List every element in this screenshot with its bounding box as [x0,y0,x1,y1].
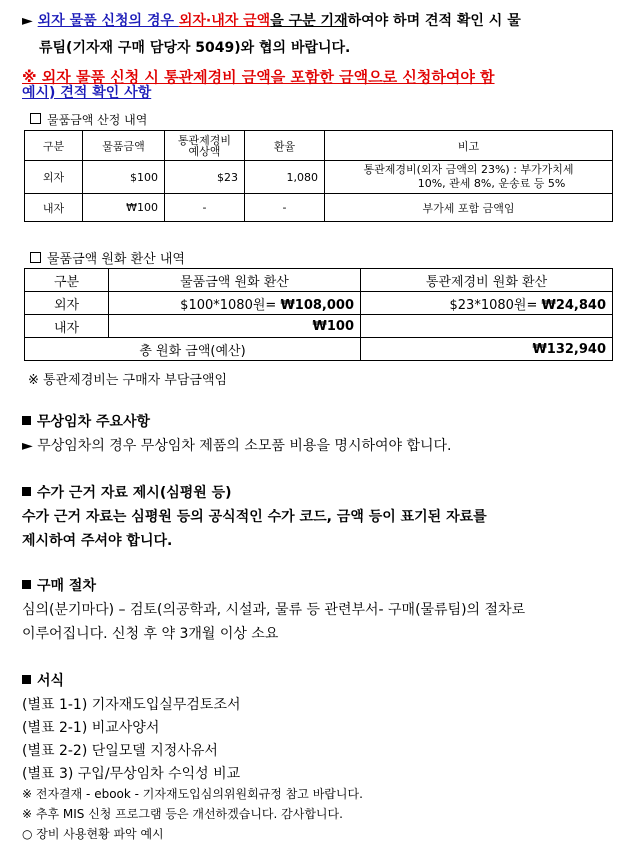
section-title-price-basis: 수가 근거 자료 제시(심평원 등) [22,482,232,502]
section-title-free-lease: 무상임차 주요사항 [22,411,150,431]
free-lease-body: ► 무상임차의 경우 무상임차 제품의 소모품 비용을 명시하여야 합니다. [22,438,452,454]
table-cell-note: 통관제경비(외자 금액의 23%) : 부가가치세 10%, 관세 8%, 운송료 등 5% [325,161,613,194]
table2-caption: 물품금액 원화 환산 내역 [30,248,185,267]
table-cell: 내자 [25,194,83,222]
table-row [25,161,613,194]
table-header: 통관제경비 예상액 [165,131,245,161]
square-bullet-icon [22,487,31,496]
square-bullet-icon [22,675,31,684]
conversion-table [24,268,613,361]
intro-line-2: 류팀(기자재 구매 담당자 5049)와 협의 바랍니다. [39,40,351,56]
procedure-line-2: 이루어집니다. 신청 후 약 3개월 이상 소요 [22,626,279,642]
table-row [25,292,613,315]
table-cell: 외자 [25,292,109,315]
table1-caption: 물품금액 산정 내역 [30,111,147,128]
form-item: (별표 3) 구입/무상임차 수익성 비교 [22,766,241,782]
section-title-procedure: 구매 절차 [22,575,96,595]
table-cell: - [245,194,325,222]
procedure-line-1: 심의(분기마다) – 검토(의공학과, 시설과, 물류 등 관련부서- 구매(물류팀)의 절차로 [22,602,526,618]
table-header: 비고 [325,131,613,161]
table-cell: 부가세 포함 금액임 [325,194,613,222]
checkbox-square-icon [30,113,41,124]
table-header-row [25,269,613,292]
arrow-bullet-icon: ► [22,438,33,454]
forms-note: ※ 전자결재 - ebook - 기자재도입심의위원회규정 참고 바랍니다. [22,787,363,801]
table-cell: $23 [165,161,245,194]
section-title-forms: 서식 [22,670,64,690]
table-cell: ₩100 [109,315,361,338]
forms-note: ○ 장비 사용현황 파악 예시 [22,827,164,841]
table-cell: $100 [83,161,165,194]
form-item: (별표 2-1) 비교사양서 [22,720,160,736]
intro-highlight: 외자·내자 금액 [178,13,271,29]
square-bullet-icon [22,416,31,425]
table-cell: ₩100 [83,194,165,222]
table-cell: $100*1080원= ₩108,000 [109,292,361,315]
intro-text: 하여야 하며 견적 확인 시 물 [347,13,521,29]
form-item: (별표 2-2) 단일모델 지정사유서 [22,743,218,759]
total-value: ₩132,940 [361,338,613,361]
square-bullet-icon [22,580,31,589]
warning-text: ※ 외자 물품 신청 시 통관제경비 금액을 포함한 금액으로 신청하여야 함 [22,68,495,86]
table-row [25,194,613,222]
table-header: 환율 [245,131,325,161]
table-header: 구분 [25,131,83,161]
table-cell: - [165,194,245,222]
table-cell: $23*1080원= ₩24,840 [361,292,613,315]
estimate-table [24,130,613,222]
table2-note: ※ 통관제경비는 구매자 부담금액임 [28,373,228,388]
table-cell [361,315,613,338]
price-basis-line-2: 제시하여 주셔야 합니다. [22,533,173,549]
example-heading: 예시) 견적 확인 사항 [22,85,152,101]
table-row [25,315,613,338]
arrow-bullet-icon: ► [22,13,33,29]
intro-text: 외자 물품 신청의 경우 [37,13,179,29]
table-header: 구분 [25,269,109,292]
table-header: 물품금액 [83,131,165,161]
intro-text: 을 구분 기재 [270,13,348,29]
forms-note: ※ 추후 MIS 신청 프로그램 등은 개선하겠습니다. 감사합니다. [22,807,343,821]
price-basis-line-1: 수가 근거 자료는 심평원 등의 공식적인 수가 코드, 금액 등이 표기된 자료를 [22,509,487,525]
table-header-row [25,131,613,161]
intro-line-1 [22,10,521,30]
checkbox-square-icon [30,252,41,263]
table-cell: 외자 [25,161,83,194]
table-cell: 내자 [25,315,109,338]
table-total-row [25,338,613,361]
table-header: 통관제경비 원화 환산 [361,269,613,292]
table-header: 물품금액 원화 환산 [109,269,361,292]
form-item: (별표 1-1) 기자재도입실무검토조서 [22,697,241,713]
total-label: 총 원화 금액(예산) [25,338,361,361]
table-cell: 1,080 [245,161,325,194]
